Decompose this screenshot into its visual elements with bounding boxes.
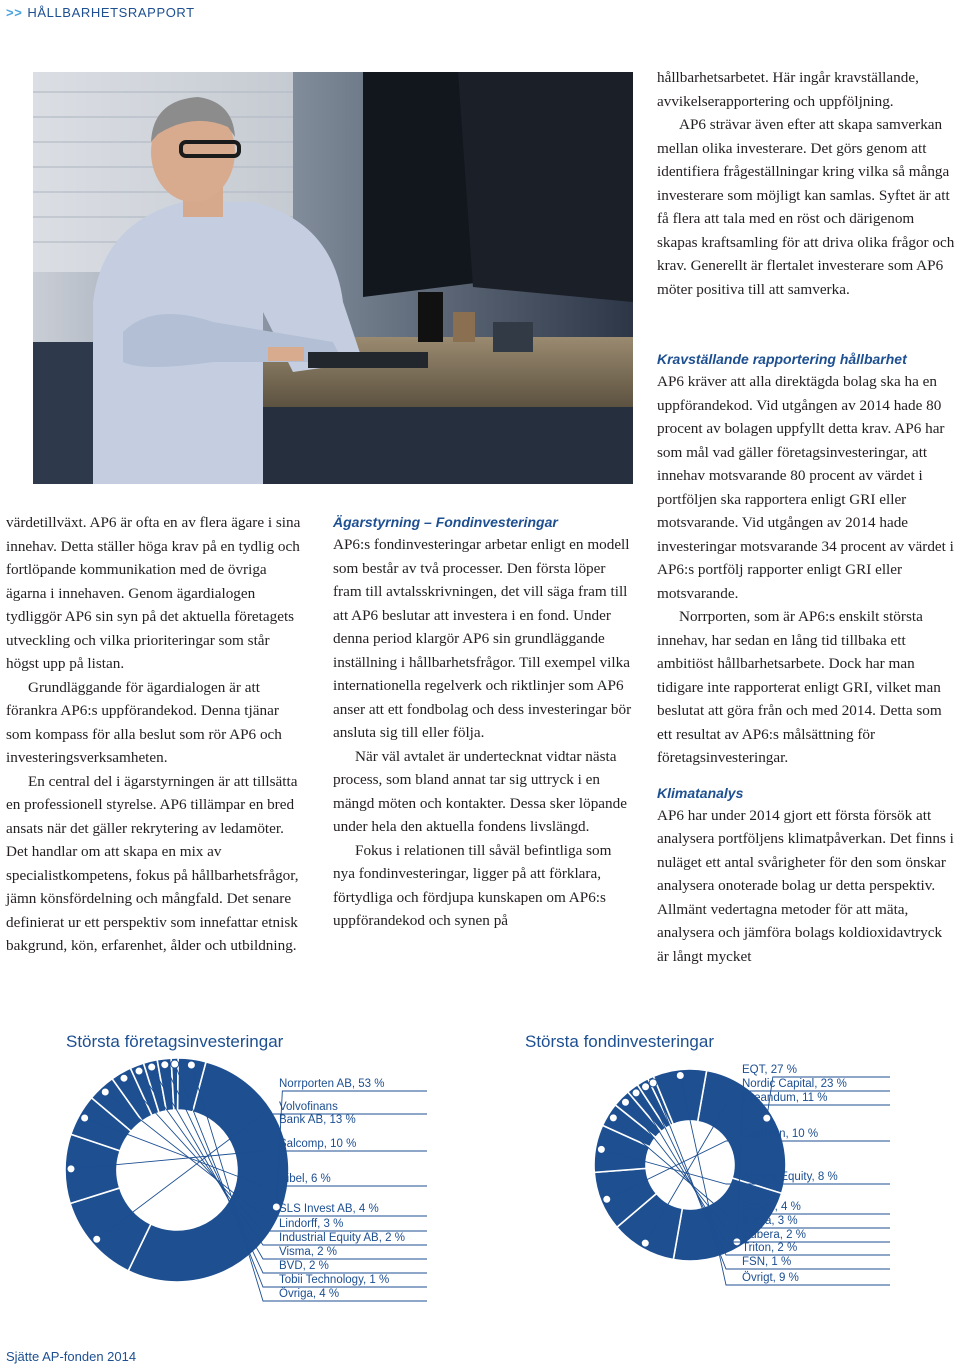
paragraph: Grundläggande för ägardialogen är att förankra AP6:s uppförandekod. Denna tjänar som kompass för alla beslut som rör AP6 och investeringsverksamheten. xyxy=(6,678,282,766)
paragraph: Fokus i relationen till såväl befintliga som nya fondinvesteringar, ligger på att förklara, förtydliga och fördjupa kunskapen om AP6:s uppförandekod och synen på xyxy=(333,841,612,929)
section-heading: Klimatanalys xyxy=(657,784,744,801)
column-middle xyxy=(333,511,633,933)
paragraph: AP6 kräver att alla direktägda bolag ska ha en uppförandekod. Vid utgången av 2014 hade 80 procent av bolagen uppfyllt detta krav. AP6 har som mål vad gäller företagsinvesteringar, att innehav motsvarande 80 procent av värdet i portföljen ska rapportera enligt GRI eller motsvarande. Vid utgången av 2014 hade investeringar motsvarande 34 procent av värdet i AP6:s portfölj rapporter enligt GRI eller motsvarande. xyxy=(657,373,954,602)
leader-dot xyxy=(609,1114,617,1122)
leader-dot xyxy=(101,1088,109,1096)
leader-dot xyxy=(161,1061,169,1069)
slice-label: BVD, 2 % xyxy=(279,1260,329,1272)
column-left xyxy=(6,511,302,958)
man-at-computer-illustration xyxy=(33,72,633,484)
leader-dot xyxy=(641,1239,649,1247)
office-photo xyxy=(33,72,633,484)
slice-label: Cubera, 2 % xyxy=(742,1229,806,1241)
page-footer: Sjätte AP-fonden 2014 xyxy=(6,1349,137,1364)
slice-label: CapMan, 10 % xyxy=(742,1128,819,1140)
paragraph: AP6 har under 2014 gjort ett första försök att analysera portföljens klimatpåverkan. Det finns i nuläget ett antal svårigheter för den som önskar analysera onoterade bolag ur detta perspektiv. Allmänt vedertagna metoder för att mäta, analysera och jämföra bolags koldioxidavtryck är långt mycket xyxy=(657,806,954,965)
leader-dot xyxy=(676,1072,684,1080)
leader-dot xyxy=(642,1083,650,1091)
breadcrumb-arrows: >> xyxy=(6,5,23,20)
leader-dot xyxy=(621,1098,629,1106)
paragraph: Norrporten, som är AP6:s enskilt största innehav, har sedan en lång tid tillbaka ett ambitiöst hållbarhetsarbete. Dock har man tidigare inte rapporterat enligt GRI, vilket man beslutat att göra från och med 2014. Detta som ett resultat av AP6:s målsättning för företagsinvesteringar. xyxy=(657,608,942,766)
slice-label: Scope, 4 % xyxy=(742,1201,801,1213)
section-heading: Kravställande rapportering hållbarhet xyxy=(657,351,907,367)
leader-dot xyxy=(67,1165,75,1173)
paragraph: En central del i ägarstyrningen är att tillsätta en professionell styrelse. AP6 tillämpar en bred ansats när det gäller rekrytering av ledamöter. Det handlar om att skapa en mix av specialistkompetens, fokus på hållbarhetsfrågor, jämn könsfördelning och mångfald. Det senare definierat ur ett perspektiv som innefattar etnisk bakgrund, kön, erfarenhet, ålder och utbildning. xyxy=(6,772,299,954)
slice-label: FSN, 1 % xyxy=(742,1256,792,1268)
section-heading: Ägarstyrning – Fondinvesteringar xyxy=(333,514,558,530)
slice-label: Creandum, 11 % xyxy=(742,1092,828,1104)
column-right xyxy=(657,348,957,968)
slice-label: Volvofinans Bank AB, 13 % xyxy=(279,1101,356,1126)
slice-label: Norrporten AB, 53 % xyxy=(279,1078,385,1090)
slice-label: Triton, 2 % xyxy=(742,1242,798,1254)
chart-title: Största företagsinvesteringar xyxy=(66,1032,284,1051)
section-header xyxy=(6,5,195,20)
paragraph: AP6:s fondinvesteringar arbetar enligt en modell som består av två processer. Den första löper fram till avtalsskrivningen, det vill säga fram till att AP6 beslutar att investera i en fond. Under denna period klargör AP6 sin grundläggande inställning i hållbarhetsfrågor. Till exempel vilka internationella regelverk och riktlinjer som AP6 anser att ett fondbolag och dess investeringar bör ansluta sig till eller följa. xyxy=(333,536,632,741)
slice-label: Aibel, 6 % xyxy=(279,1173,331,1185)
leader-dot xyxy=(649,1079,657,1087)
slice-label: Nordic Capital, 23 % xyxy=(742,1078,847,1090)
paragraph: värdetillväxt. AP6 är ofta en av flera ägare i sina innehav. Detta ställer höga krav på en tydlig och fortlöpande kommunikation med de övriga ägarna i innehaven. Genom ägardialogen tydliggör AP6 sin syn på det aktuella företagets utveckling och vilka prioriteringar som står högst upp på listan. xyxy=(6,514,301,672)
slice-label: Övriga, 4 % xyxy=(279,1288,340,1300)
slice-label: SLS Invest AB, 4 % xyxy=(279,1203,379,1215)
slice-label: Intera, 3 % xyxy=(742,1215,798,1227)
leader-dot xyxy=(597,1145,605,1153)
leader-dot xyxy=(93,1235,101,1243)
leader-dot xyxy=(763,1114,771,1122)
leader-dot xyxy=(171,1060,179,1068)
chart-title: Största fondinvesteringar xyxy=(525,1032,714,1051)
paragraph: hållbarhetsarbetet. Här ingår kravställande, avvikelserapportering och uppföljning. xyxy=(657,69,919,110)
slice-label: Salcomp, 10 % xyxy=(279,1138,357,1150)
leader-dot xyxy=(81,1114,89,1122)
leader-dot xyxy=(135,1067,143,1075)
slice-label: Industrial Equity AB, 2 % xyxy=(279,1232,405,1244)
leader-dot xyxy=(632,1089,640,1097)
slice-label: Lindorff, 3 % xyxy=(279,1218,344,1230)
paragraph: AP6 strävar även efter att skapa samverkan mellan olika investerare. Det görs genom att identifiera frågeställningar kring vilka så många investerare som möjligt kan samlas. Syftet är att få flera att tala med en röst och därigenom skapas kraftsamling för att driva olika frågor och krav. Generellt är flertalet investerare som AP6 möter positiva till att samverka. xyxy=(657,116,955,298)
leader-dot xyxy=(148,1063,156,1071)
leader-dot xyxy=(187,1061,195,1069)
slice-label: Tobii Technology, 1 % xyxy=(279,1274,390,1286)
section-title: HÅLLBARHETSRAPPORT xyxy=(27,5,195,20)
paragraph: När väl avtalet är undertecknat vidtar nästa process, som bland annat tar sig uttryck i en mängd möten och kontakter. Dessa sker löpande under hela den aktuella fondens livslängd. xyxy=(333,747,627,835)
leader-dot xyxy=(120,1074,128,1082)
charts-area xyxy=(0,1020,960,1340)
slice-label: Övrigt, 9 % xyxy=(742,1272,799,1284)
column-right-top xyxy=(657,66,957,301)
slice-label: Accent Equity, 8 % xyxy=(742,1171,838,1183)
slice-label: EQT, 27 % xyxy=(742,1064,797,1076)
leader-dot xyxy=(603,1195,611,1203)
slice-label: Visma, 2 % xyxy=(279,1246,337,1258)
